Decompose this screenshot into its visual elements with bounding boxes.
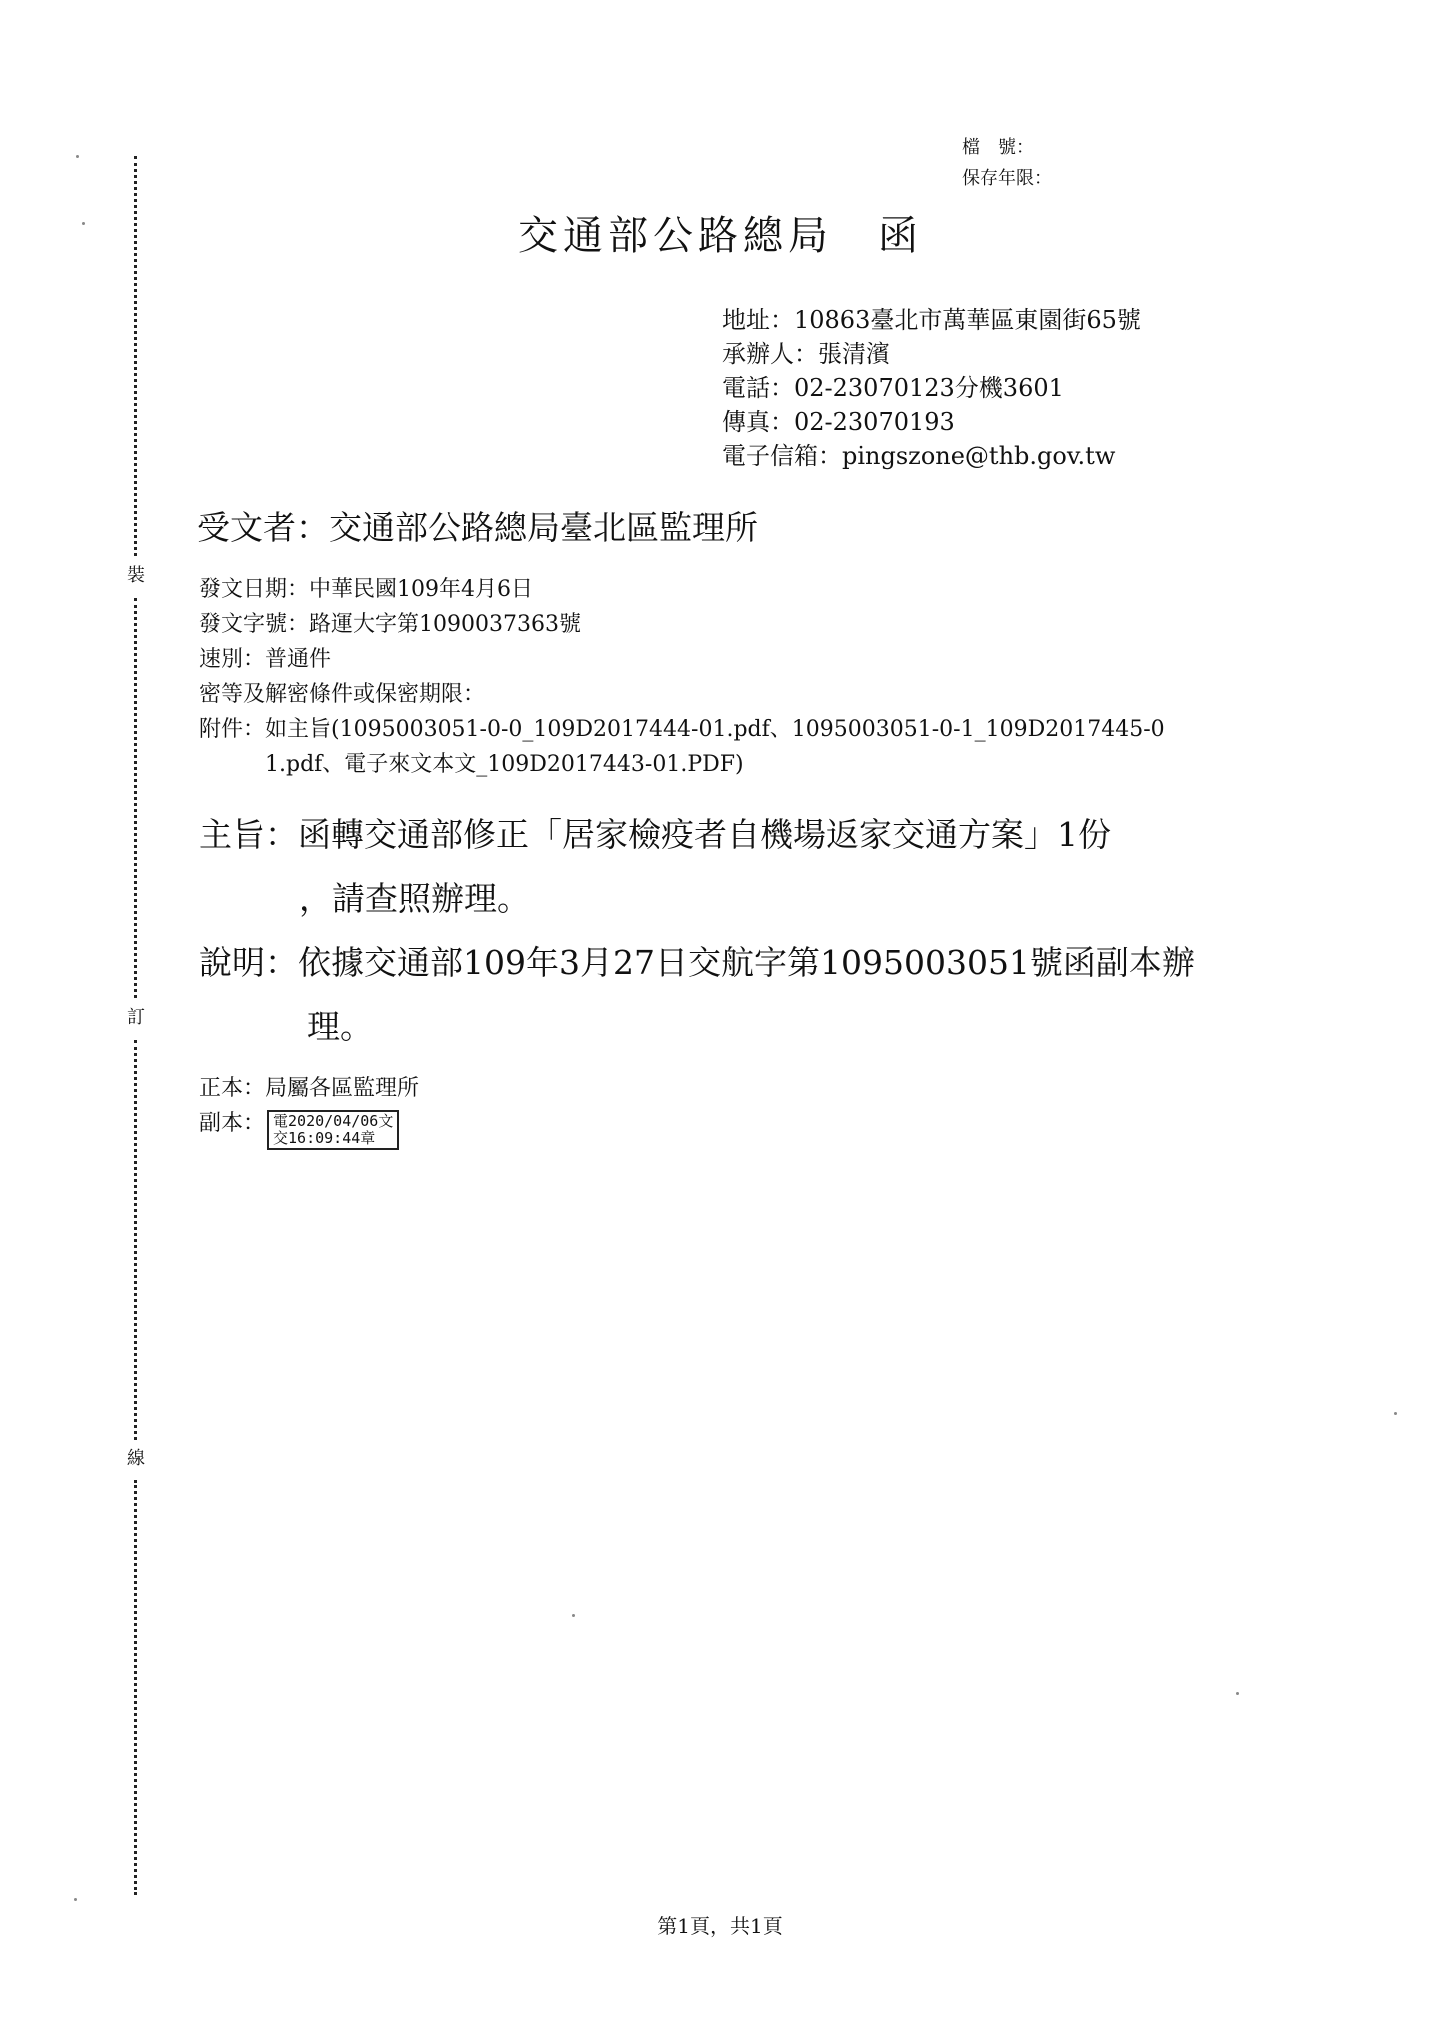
binding-dotted-line-2 [134,598,137,998]
attachments-line2: 1.pdf、電子來文本文_109D2017443-01.PDF) [265,752,744,777]
binding-mark-ding: 訂 [124,1008,148,1028]
stamp-line1: 電2020/04/06文 [273,1112,394,1130]
binding-mark-xian: 線 [124,1449,148,1469]
filing-info [962,132,1052,194]
contact-address: 地址：10863臺北市萬華區東園街65號 [722,306,1141,334]
distribution-section [199,1071,419,1150]
scan-speck [76,155,79,158]
scan-speck [572,1614,575,1617]
reference-number: 發文字號：路運大字第1090037363號 [199,612,581,637]
page-footer: 第1頁，共1頁 [657,1914,783,1938]
scan-speck [1236,1692,1239,1695]
binding-dotted-line-4 [134,1480,137,1895]
document-title: 交通部公路總局 函 [518,213,923,259]
contact-phone: 電話：02-23070123分機3601 [722,374,1064,402]
stamp-line2: 交16:09:44章 [273,1129,376,1147]
contact-email: 電子信箱：pingszone@thb.gov.tw [722,442,1116,470]
original-recipients: 正本：局屬各區監理所 [199,1076,420,1101]
recipient: 受文者：交通部公路總局臺北區監理所 [197,508,758,547]
scan-speck [82,222,85,225]
description-section [199,931,1195,1059]
binding-dotted-line-3 [134,1040,137,1440]
scan-speck [74,1898,77,1901]
electronic-exchange-stamp [267,1110,399,1150]
contact-fax: 傳真：02-23070193 [722,408,955,436]
description-line1: 說明：依據交通部109年3月27日交航字第1095003051號函副本辦 [199,943,1195,982]
document-meta [199,572,1165,782]
file-number-label: 檔 號： [962,137,1034,158]
secrecy-level: 密等及解密條件或保密期限： [199,682,486,707]
retention-period-label: 保存年限： [962,168,1052,189]
contact-handler: 承辦人：張清濱 [722,340,890,368]
description-line2: 理。 [307,1007,373,1046]
delivery-speed: 速別：普通件 [199,647,332,672]
copy-recipients-row [199,1106,419,1150]
contact-block [722,303,1141,473]
subject-section [199,803,1111,931]
copy-label: 副本： [199,1111,266,1136]
subject-line2: ，請查照辦理。 [299,879,530,918]
attachments-line1: 附件：如主旨(1095003051-0-0_109D2017444-01.pdf、1095003051-0-1_109D2017445-0 [199,717,1165,742]
subject-line1: 主旨：函轉交通部修正「居家檢疫者自機場返家交通方案」1份 [199,815,1111,854]
binding-mark-zhuang: 裝 [124,566,148,586]
issue-date: 發文日期：中華民國109年4月6日 [199,577,533,602]
binding-dotted-line-1 [134,156,137,556]
scan-speck [1394,1412,1397,1415]
